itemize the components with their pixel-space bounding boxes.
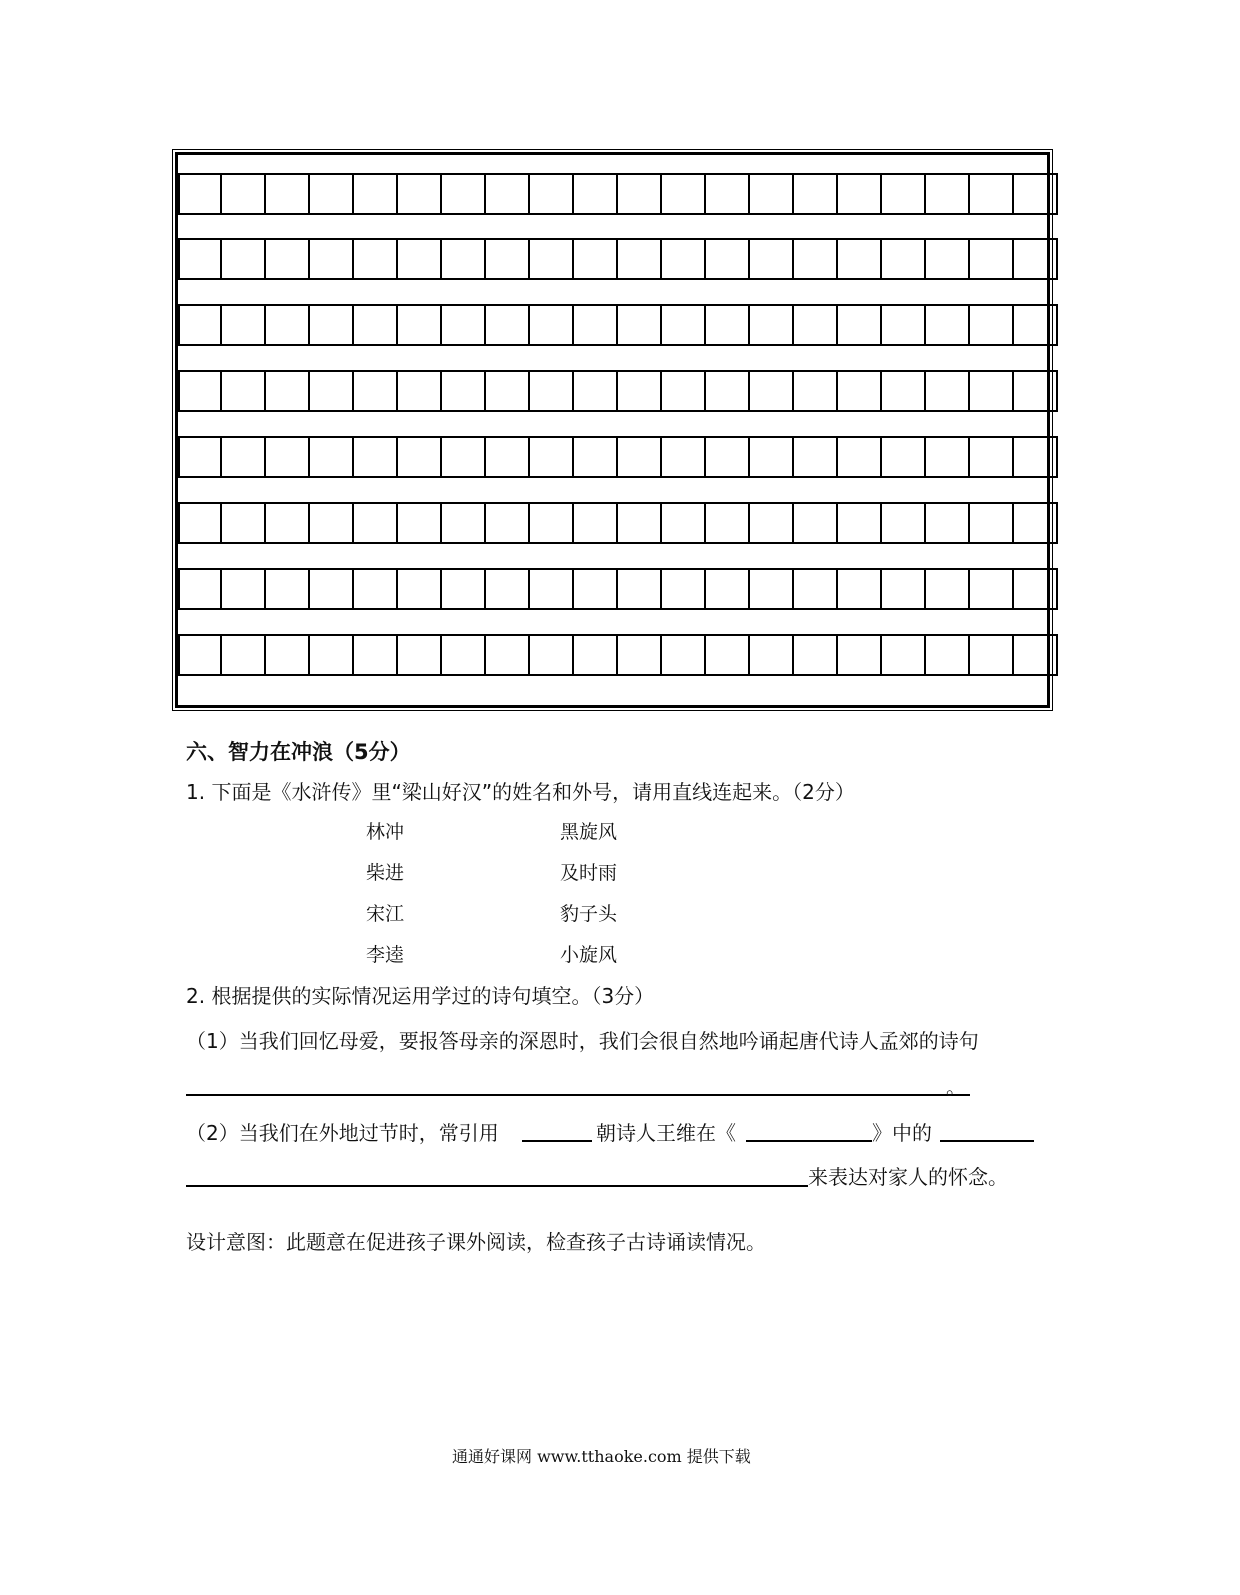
grid-cell[interactable] [838, 570, 882, 608]
grid-row [178, 568, 1058, 610]
grid-cell[interactable] [178, 636, 222, 674]
grid-cell[interactable] [442, 175, 486, 213]
grid-cell[interactable] [970, 306, 1014, 344]
grid-cell[interactable] [794, 240, 838, 278]
question-2-item-2-end: 来表达对家人的怀念。 [808, 1165, 1008, 1189]
grid-cell[interactable] [838, 372, 882, 410]
grid-cell[interactable] [266, 306, 310, 344]
grid-row [178, 304, 1058, 346]
grid-cell[interactable] [750, 372, 794, 410]
grid-cell[interactable] [618, 175, 662, 213]
grid-cell[interactable] [398, 504, 442, 542]
grid-cell[interactable] [354, 504, 398, 542]
grid-cell[interactable] [486, 240, 530, 278]
grid-cell[interactable] [486, 372, 530, 410]
grid-cell[interactable] [222, 372, 266, 410]
grid-cell[interactable] [882, 636, 926, 674]
question-2-prompt: 2. 根据提供的实际情况运用学过的诗句填空。（3分） [186, 984, 655, 1008]
grid-row [178, 436, 1058, 478]
grid-cell[interactable] [178, 438, 222, 476]
grid-cell[interactable] [1014, 372, 1058, 410]
grid-cell[interactable] [618, 570, 662, 608]
poem-title-blank[interactable] [746, 1140, 872, 1142]
question-2-item-2-start: （2）当我们在外地过节时，常引用 [186, 1121, 499, 1145]
grid-cell[interactable] [222, 175, 266, 213]
grid-cell[interactable] [750, 175, 794, 213]
grid-cell[interactable] [574, 240, 618, 278]
grid-cell[interactable] [310, 438, 354, 476]
hero-nickname: 黑旋风 [560, 821, 618, 843]
grid-cell[interactable] [970, 175, 1014, 213]
grid-cell[interactable] [222, 570, 266, 608]
grid-cell[interactable] [970, 372, 1014, 410]
grid-cell[interactable] [1014, 636, 1058, 674]
grid-cell[interactable] [662, 570, 706, 608]
grid-cell[interactable] [926, 240, 970, 278]
answer-blank[interactable] [186, 1094, 970, 1096]
grid-cell[interactable] [618, 306, 662, 344]
grid-cell[interactable] [398, 636, 442, 674]
hero-name: 林冲 [366, 821, 405, 843]
grid-row [178, 238, 1058, 280]
grid-cell[interactable] [530, 636, 574, 674]
grid-cell[interactable] [266, 438, 310, 476]
grid-cell[interactable] [222, 438, 266, 476]
grid-cell[interactable] [442, 240, 486, 278]
writing-grid [175, 152, 1050, 708]
grid-cell[interactable] [398, 570, 442, 608]
grid-cell[interactable] [442, 438, 486, 476]
grid-cell[interactable] [310, 306, 354, 344]
grid-cell[interactable] [178, 306, 222, 344]
hero-nickname: 小旋风 [560, 944, 618, 966]
grid-cell[interactable] [618, 504, 662, 542]
grid-cell[interactable] [882, 175, 926, 213]
question-2-item-2-mid2: 》中的 [872, 1121, 932, 1145]
grid-cell[interactable] [266, 504, 310, 542]
grid-cell[interactable] [266, 570, 310, 608]
grid-cell[interactable] [794, 504, 838, 542]
grid-cell[interactable] [794, 372, 838, 410]
grid-cell[interactable] [618, 240, 662, 278]
section-title: 六、智力在冲浪（5分） [186, 740, 411, 764]
grid-cell[interactable] [530, 372, 574, 410]
grid-cell[interactable] [442, 306, 486, 344]
grid-cell[interactable] [794, 438, 838, 476]
grid-cell[interactable] [574, 306, 618, 344]
grid-cell[interactable] [530, 504, 574, 542]
grid-cell[interactable] [530, 570, 574, 608]
grid-cell[interactable] [926, 570, 970, 608]
grid-cell[interactable] [750, 438, 794, 476]
grid-cell[interactable] [926, 504, 970, 542]
grid-cell[interactable] [662, 438, 706, 476]
grid-cell[interactable] [574, 570, 618, 608]
grid-cell[interactable] [662, 636, 706, 674]
grid-cell[interactable] [222, 306, 266, 344]
grid-cell[interactable] [310, 636, 354, 674]
grid-cell[interactable] [486, 636, 530, 674]
grid-cell[interactable] [354, 570, 398, 608]
grid-cell[interactable] [442, 570, 486, 608]
grid-cell[interactable] [398, 438, 442, 476]
grid-cell[interactable] [266, 636, 310, 674]
grid-cell[interactable] [486, 306, 530, 344]
grid-cell[interactable] [486, 175, 530, 213]
grid-cell[interactable] [398, 372, 442, 410]
grid-cell[interactable] [706, 175, 750, 213]
grid-cell[interactable] [398, 306, 442, 344]
grid-cell[interactable] [222, 504, 266, 542]
grid-cell[interactable] [266, 175, 310, 213]
grid-cell[interactable] [750, 504, 794, 542]
question-2-item-1: （1）当我们回忆母爱，要报答母亲的深恩时，我们会很自然地吟诵起唐代诗人孟郊的诗句 [186, 1029, 979, 1053]
grid-cell[interactable] [178, 504, 222, 542]
grid-cell[interactable] [706, 636, 750, 674]
grid-cell[interactable] [662, 504, 706, 542]
grid-cell[interactable] [662, 306, 706, 344]
grid-cell[interactable] [178, 175, 222, 213]
grid-cell[interactable] [882, 306, 926, 344]
grid-cell[interactable] [486, 438, 530, 476]
grid-cell[interactable] [706, 570, 750, 608]
grid-cell[interactable] [310, 240, 354, 278]
grid-cell[interactable] [750, 240, 794, 278]
grid-cell[interactable] [706, 504, 750, 542]
grid-cell[interactable] [970, 240, 1014, 278]
footer: 通通好课网 www.tthaoke.com 提供下载 [452, 1447, 751, 1466]
hero-name: 宋江 [366, 903, 405, 925]
grid-cell[interactable] [838, 240, 882, 278]
hero-name: 李逵 [366, 944, 405, 966]
grid-cell[interactable] [354, 438, 398, 476]
grid-cell[interactable] [530, 240, 574, 278]
grid-cell[interactable] [1014, 306, 1058, 344]
grid-cell[interactable] [222, 636, 266, 674]
grid-cell[interactable] [398, 240, 442, 278]
grid-cell[interactable] [970, 570, 1014, 608]
grid-cell[interactable] [310, 175, 354, 213]
item-1-period: 。 [946, 1075, 966, 1099]
grid-cell[interactable] [926, 306, 970, 344]
grid-cell[interactable] [486, 504, 530, 542]
grid-cell[interactable] [706, 372, 750, 410]
grid-cell[interactable] [1014, 240, 1058, 278]
grid-cell[interactable] [442, 636, 486, 674]
grid-cell[interactable] [970, 636, 1014, 674]
hero-name: 柴进 [366, 862, 405, 884]
grid-cell[interactable] [838, 504, 882, 542]
grid-cell[interactable] [486, 570, 530, 608]
grid-cell[interactable] [970, 438, 1014, 476]
grid-row [178, 502, 1058, 544]
grid-cell[interactable] [926, 636, 970, 674]
grid-row [178, 634, 1058, 676]
grid-cell[interactable] [310, 504, 354, 542]
grid-cell[interactable] [354, 372, 398, 410]
question-1-prompt: 1. 下面是《水浒传》里“梁山好汉”的姓名和外号，请用直线连起来。（2分） [186, 780, 855, 804]
grid-cell[interactable] [574, 175, 618, 213]
question-2-item-2-mid: 朝诗人王维在《 [596, 1121, 736, 1145]
grid-cell[interactable] [838, 306, 882, 344]
grid-cell[interactable] [794, 175, 838, 213]
grid-cell[interactable] [574, 636, 618, 674]
grid-cell[interactable] [442, 504, 486, 542]
grid-cell[interactable] [618, 636, 662, 674]
grid-cell[interactable] [882, 504, 926, 542]
grid-cell[interactable] [1014, 175, 1058, 213]
grid-cell[interactable] [618, 438, 662, 476]
grid-cell[interactable] [662, 372, 706, 410]
grid-cell[interactable] [1014, 438, 1058, 476]
grid-cell[interactable] [354, 175, 398, 213]
grid-cell[interactable] [882, 240, 926, 278]
grid-cell[interactable] [926, 175, 970, 213]
grid-cell[interactable] [266, 372, 310, 410]
grid-cell[interactable] [794, 570, 838, 608]
grid-cell[interactable] [354, 240, 398, 278]
grid-cell[interactable] [706, 438, 750, 476]
grid-cell[interactable] [750, 570, 794, 608]
grid-cell[interactable] [838, 175, 882, 213]
grid-cell[interactable] [178, 570, 222, 608]
grid-cell[interactable] [574, 504, 618, 542]
grid-cell[interactable] [882, 438, 926, 476]
grid-cell[interactable] [926, 438, 970, 476]
grid-row [178, 173, 1058, 215]
grid-cell[interactable] [222, 240, 266, 278]
grid-cell[interactable] [750, 636, 794, 674]
grid-cell[interactable] [706, 240, 750, 278]
grid-cell[interactable] [794, 306, 838, 344]
grid-cell[interactable] [310, 570, 354, 608]
grid-cell[interactable] [178, 240, 222, 278]
grid-cell[interactable] [354, 306, 398, 344]
grid-cell[interactable] [310, 372, 354, 410]
grid-cell[interactable] [794, 636, 838, 674]
grid-cell[interactable] [178, 372, 222, 410]
grid-cell[interactable] [838, 636, 882, 674]
grid-cell[interactable] [574, 372, 618, 410]
hero-nickname: 豹子头 [560, 903, 618, 925]
dynasty-blank[interactable] [522, 1140, 592, 1142]
grid-cell[interactable] [266, 240, 310, 278]
grid-cell[interactable] [530, 438, 574, 476]
grid-cell[interactable] [970, 504, 1014, 542]
hero-nickname: 及时雨 [560, 862, 618, 884]
grid-cell[interactable] [442, 372, 486, 410]
grid-cell[interactable] [530, 306, 574, 344]
grid-cell[interactable] [750, 306, 794, 344]
grid-row [178, 370, 1058, 412]
grid-cell[interactable] [926, 372, 970, 410]
grid-cell[interactable] [662, 240, 706, 278]
grid-cell[interactable] [530, 175, 574, 213]
grid-cell[interactable] [398, 175, 442, 213]
grid-cell[interactable] [354, 636, 398, 674]
design-note: 设计意图：此题意在促进孩子课外阅读，检查孩子古诗诵读情况。 [186, 1230, 766, 1254]
grid-cell[interactable] [706, 306, 750, 344]
grid-cell[interactable] [574, 438, 618, 476]
grid-cell[interactable] [1014, 504, 1058, 542]
grid-cell[interactable] [662, 175, 706, 213]
verse-blank-continued[interactable] [186, 1185, 808, 1187]
grid-cell[interactable] [1014, 570, 1058, 608]
grid-cell[interactable] [838, 438, 882, 476]
grid-cell[interactable] [882, 570, 926, 608]
verse-blank[interactable] [940, 1140, 1034, 1142]
grid-cell[interactable] [882, 372, 926, 410]
grid-cell[interactable] [618, 372, 662, 410]
